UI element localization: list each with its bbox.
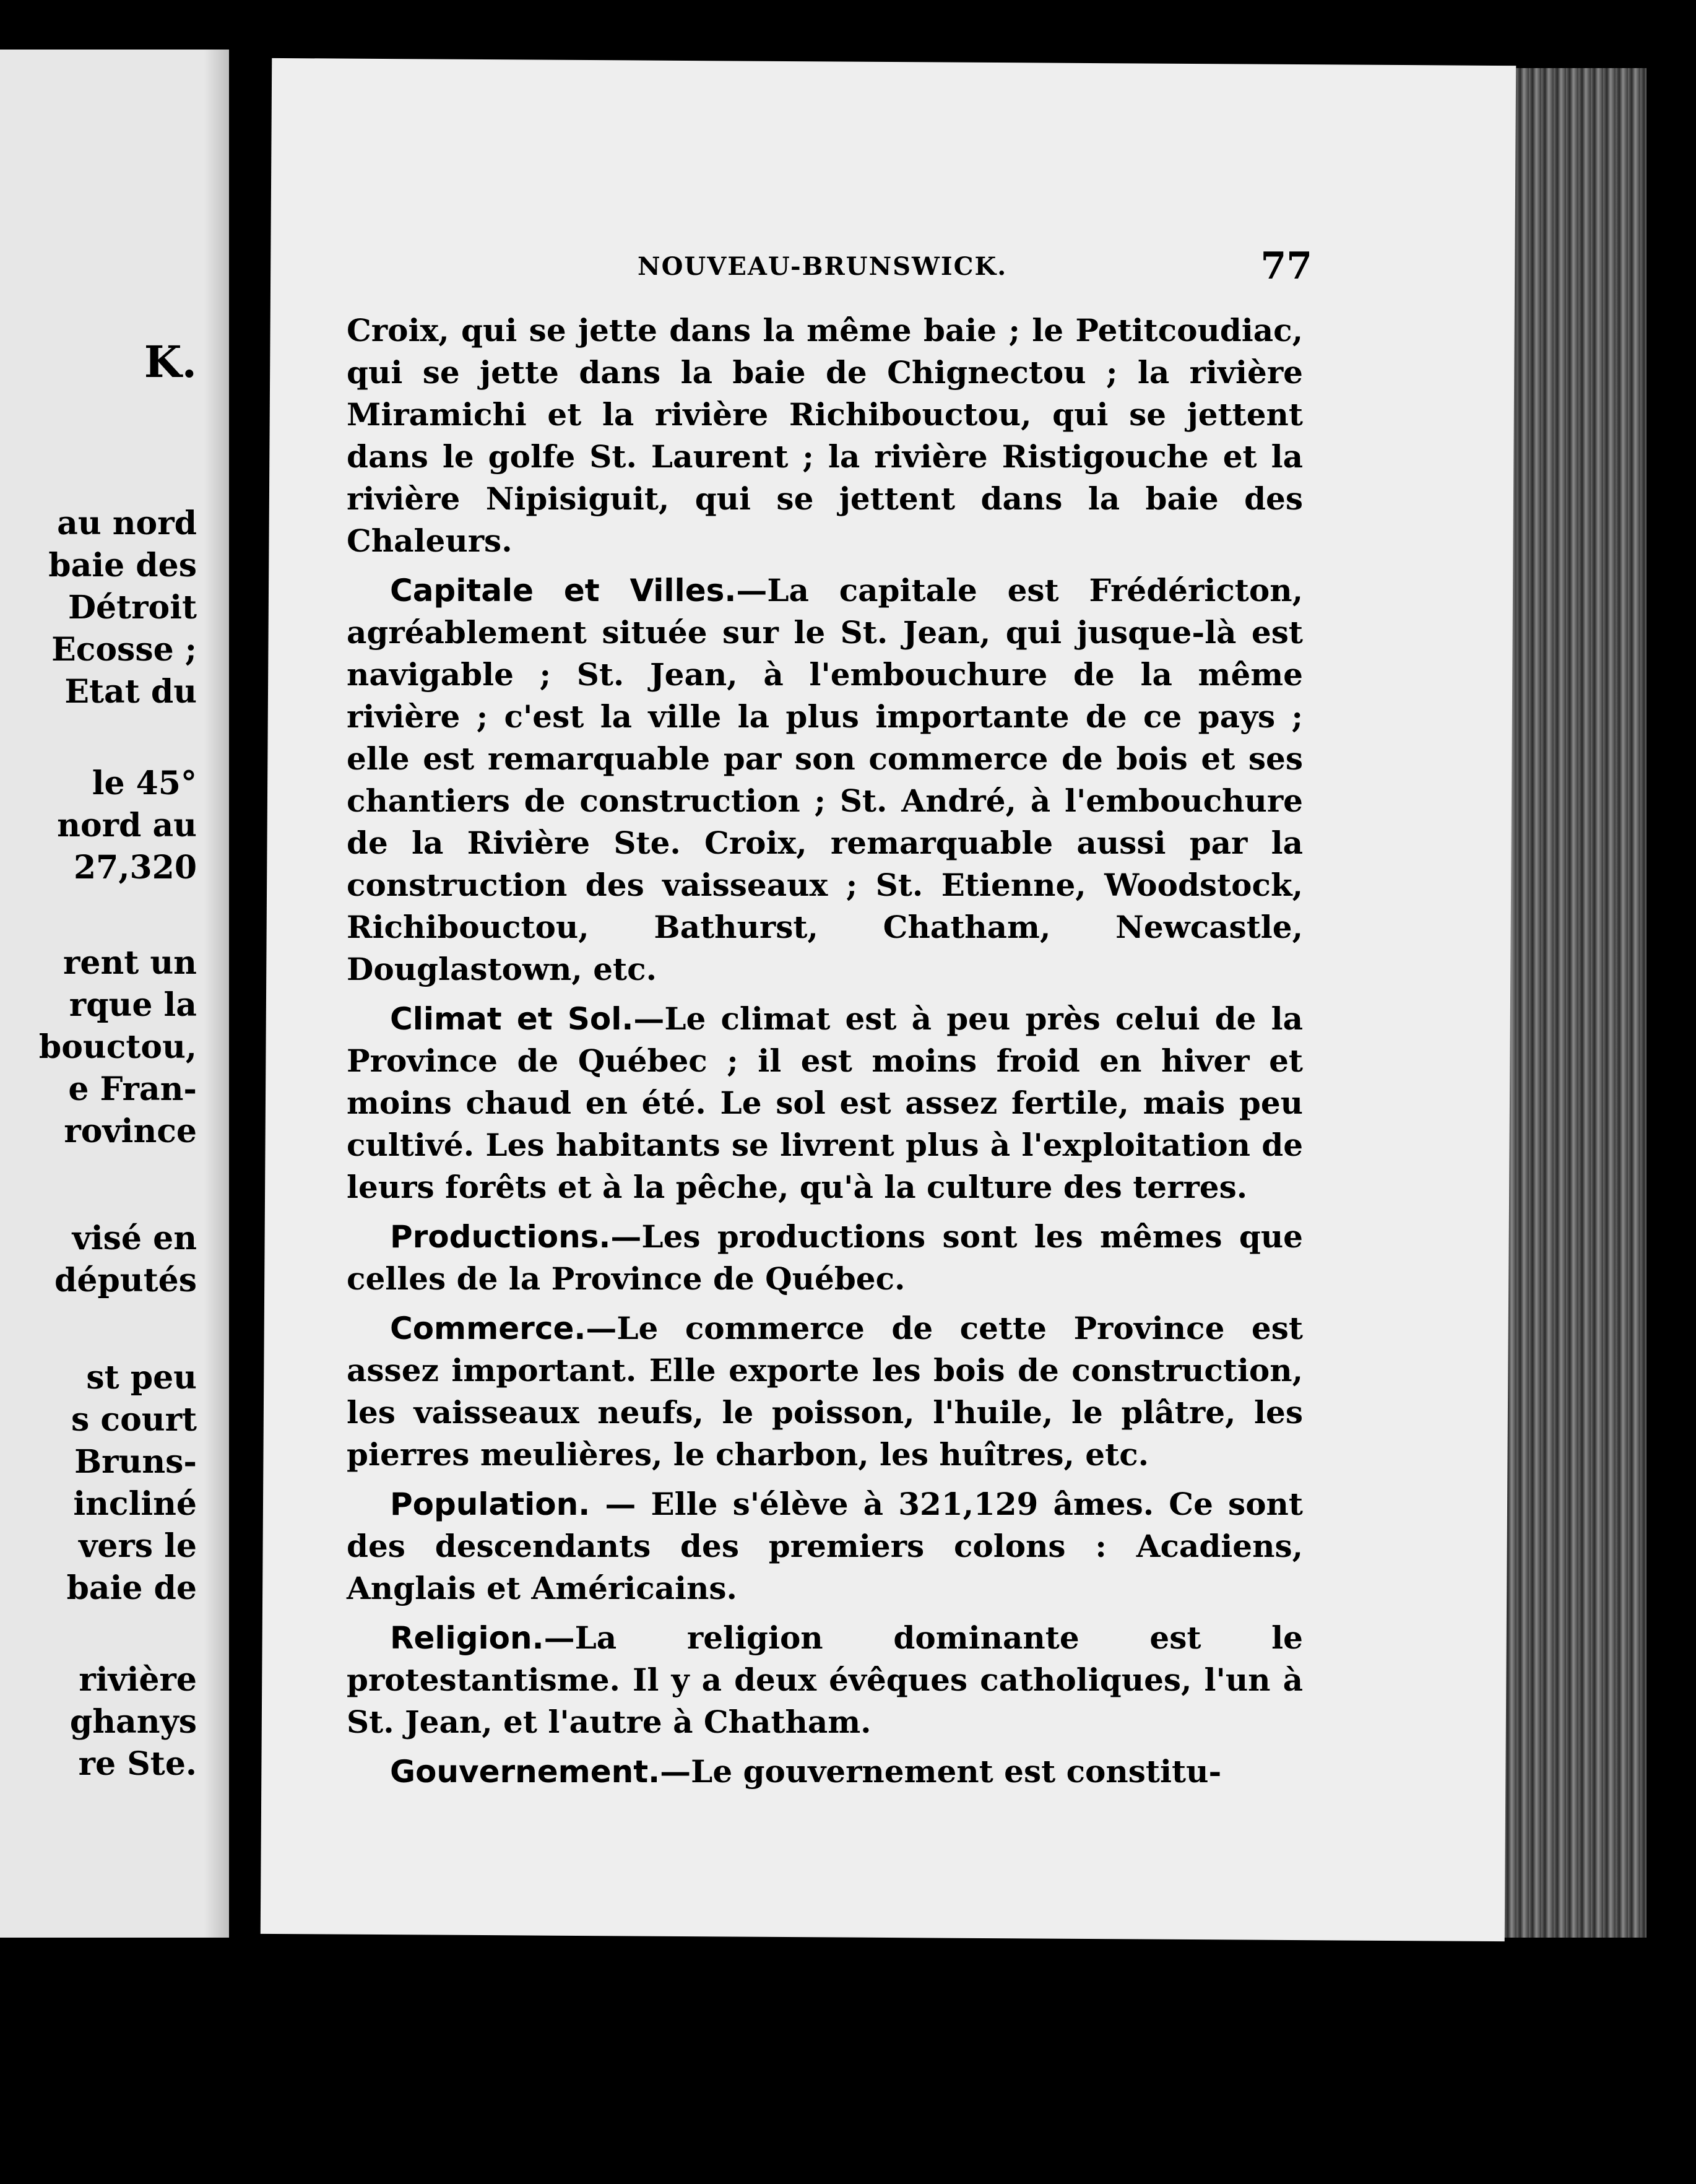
paragraph-text: — Elle s'élève à 321,129 âmes. Ce sont des descendants des premiers colons : Acadiens, Anglais et Américains. [347, 1486, 1303, 1606]
page-header [371, 245, 1312, 294]
section-heading: Capitale et Villes. [390, 573, 737, 609]
section-heading: Climat et Sol. [390, 1001, 634, 1037]
paragraph [347, 1751, 1303, 1793]
section-heading: Productions. [390, 1219, 611, 1255]
paragraph [347, 1307, 1303, 1476]
left-line: ghanys [69, 1703, 197, 1741]
left-line: Etat du [64, 673, 197, 711]
left-line: visé en [72, 1220, 197, 1257]
section-heading: Commerce. [390, 1311, 586, 1346]
left-line: Bruns- [74, 1443, 197, 1481]
paragraph-text: —La capitale est Frédéricton, agréablement située sur le St. Jean, qui jusque-là est navigable ; St. Jean, à l'embouchure de la même rivière ; c'est la ville la plus importante de ce pays ; elle est remarquable par son commerce de bois et ses chantiers de construction ; St. André, à l'embouchure de la Rivière Ste. Croix, remarquable aussi par la construction des vaisseaux ; St. Etienne, Woodstock, Richibouctou, Bathurst, Chatham, Newcastle, Douglastown, etc. [347, 572, 1303, 987]
paragraph [347, 1216, 1303, 1300]
left-line: au nord [57, 505, 197, 542]
left-line: e Fran- [68, 1070, 197, 1108]
left-line: st peu [86, 1359, 197, 1397]
paragraph [347, 1617, 1303, 1743]
left-line: re Ste. [78, 1745, 197, 1783]
left-line: nord au [57, 807, 197, 844]
paragraph [347, 998, 1303, 1208]
left-line: rent un [63, 944, 197, 982]
left-line: s court [71, 1401, 197, 1439]
page-number: 77 [1260, 245, 1312, 288]
left-line: Détroit [67, 589, 197, 626]
paragraph [347, 310, 1303, 562]
left-line: baie de [66, 1569, 197, 1607]
left-line: le 45° [92, 765, 197, 802]
left-line: rque la [69, 986, 197, 1024]
section-heading: Religion. [390, 1620, 544, 1656]
paragraph-text: —Le gouvernement est constitu- [660, 1753, 1222, 1790]
left-line: Ecosse ; [51, 631, 197, 669]
paragraph-text: —Les productions sont les mêmes que celles de la Province de Québec. [347, 1218, 1303, 1297]
running-title: NOUVEAU-BRUNSWICK. [638, 252, 1008, 281]
section-heading: Population. [390, 1486, 591, 1522]
paragraph [347, 570, 1303, 990]
paragraph-text: —La religion dominante est le protestantisme. Il y a deux évêques catholiques, l'un à St. Jean, et l'autre à Chatham. [347, 1619, 1303, 1740]
left-page-gutter [204, 50, 229, 1938]
paragraph-text: Croix, qui se jette dans la même baie ; le Petitcoudiac, qui se jette dans la baie de Chignectou ; la rivière Miramichi et la rivière Richibouctou, qui se jettent dans le golfe St. Laurent ; la rivière Ristigouche et la rivière Nipisiguit, qui se jettent dans la baie des Chaleurs. [347, 312, 1303, 559]
left-line: incliné [73, 1485, 197, 1523]
paragraph-text: —Le climat est à peu près celui de la Province de Québec ; il est moins froid en hiver et moins chaud en été. Le sol est assez fertile, mais peu cultivé. Les habitants se livrent plus à l'exploitation de leurs forêts et à la pêche, qu'à la culture des terres. [347, 1000, 1303, 1205]
left-line: K. [144, 336, 197, 388]
paragraph-text: —Le commerce de cette Province est assez important. Elle exporte les bois de construction, les vaisseaux neufs, le poisson, l'huile, le plâtre, les pierres meulières, le charbon, les huîtres, etc. [347, 1310, 1303, 1473]
left-page [0, 50, 229, 1938]
left-line: bouctou, [38, 1028, 197, 1066]
section-heading: Gouvernement. [390, 1754, 660, 1790]
page-stack-edge [1504, 68, 1646, 1938]
left-line: rovince [64, 1112, 197, 1150]
left-line: 27,320 [73, 849, 197, 886]
left-line: baie des [48, 547, 197, 584]
left-line: députés [54, 1262, 197, 1299]
body-text [347, 310, 1303, 1800]
left-line: vers le [79, 1527, 197, 1565]
left-line: rivière [79, 1661, 197, 1699]
paragraph [347, 1483, 1303, 1610]
